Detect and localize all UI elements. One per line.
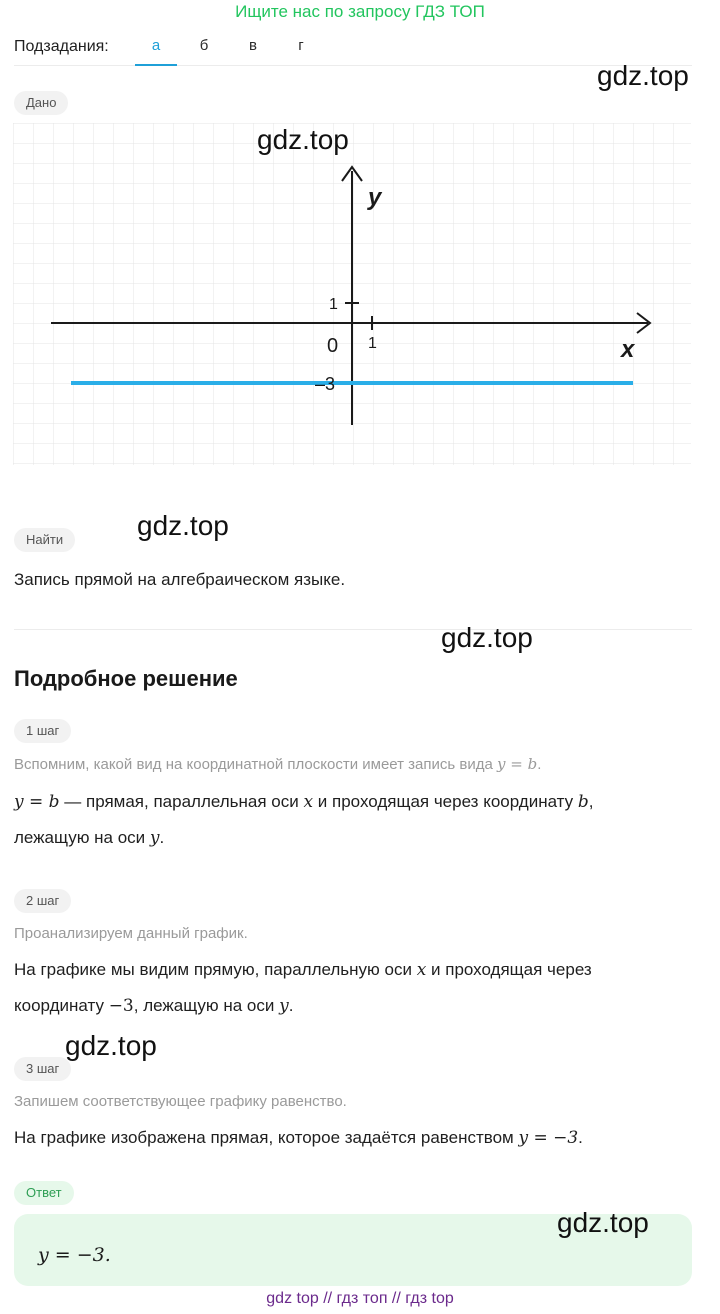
section-divider xyxy=(14,629,692,630)
y-axis-label: y xyxy=(368,184,382,211)
x-axis-label: x xyxy=(621,336,635,363)
x-tick-label: 1 xyxy=(368,335,377,352)
subtask-tab-v[interactable]: в xyxy=(249,37,257,54)
watermark: gdz.top xyxy=(137,510,229,541)
subtask-tab-g[interactable]: г xyxy=(298,37,304,54)
step-1-hint: Вспомним, какой вид на координатной плоскости имеет запись вида y = b. xyxy=(14,755,542,773)
step-1-line-2: лежащую на оси y. xyxy=(14,828,165,848)
y-tick-label: 1 xyxy=(329,296,338,313)
step-1-line-1: y = b — прямая, параллельная оси x и проходящая через координату b, xyxy=(14,792,594,812)
subtasks-label: Подзадания: xyxy=(14,38,109,55)
origin-label: 0 xyxy=(327,335,339,357)
subtasks-nav xyxy=(14,36,692,66)
subtask-tab-a[interactable]: а xyxy=(135,36,177,66)
find-text: Запись прямой на алгебраическом языке. xyxy=(14,570,346,589)
step-3-badge: 3 шаг xyxy=(14,1057,71,1081)
coordinate-graph xyxy=(13,123,691,465)
watermark: gdz.top xyxy=(441,622,533,653)
answer-value: y = −3. xyxy=(38,1244,111,1266)
step-1-badge: 1 шаг xyxy=(14,719,71,743)
step-3-line-1: На графике изображена прямая, которое задаётся равенством y = −3. xyxy=(14,1128,583,1148)
step-2-line-2: координату −3, лежащую на оси y. xyxy=(14,996,294,1016)
watermark: gdz.top xyxy=(557,1207,649,1238)
step-2-badge: 2 шаг xyxy=(14,889,71,913)
answer-badge: Ответ xyxy=(14,1181,74,1205)
given-badge: Дано xyxy=(14,91,68,115)
subtask-tab-b[interactable]: б xyxy=(199,37,209,54)
watermark: gdz.top xyxy=(257,124,349,155)
step-2-hint: Проанализируем данный график. xyxy=(14,925,248,942)
solution-title: Подробное решение xyxy=(14,666,238,691)
line-value-label: –3 xyxy=(315,374,336,394)
step-2-line-1: На графике мы видим прямую, параллельную оси x и проходящая через xyxy=(14,960,592,980)
step-3-hint: Запишем соответствующее графику равенство. xyxy=(14,1093,347,1110)
watermark: gdz.top xyxy=(65,1030,157,1061)
watermark: gdz.top xyxy=(597,60,689,91)
footer-links[interactable]: gdz top // гдз топ // гдз top xyxy=(266,1290,454,1307)
search-banner: Ищите нас по запросу ГДЗ ТОП xyxy=(235,2,485,21)
find-badge: Найти xyxy=(14,528,75,552)
